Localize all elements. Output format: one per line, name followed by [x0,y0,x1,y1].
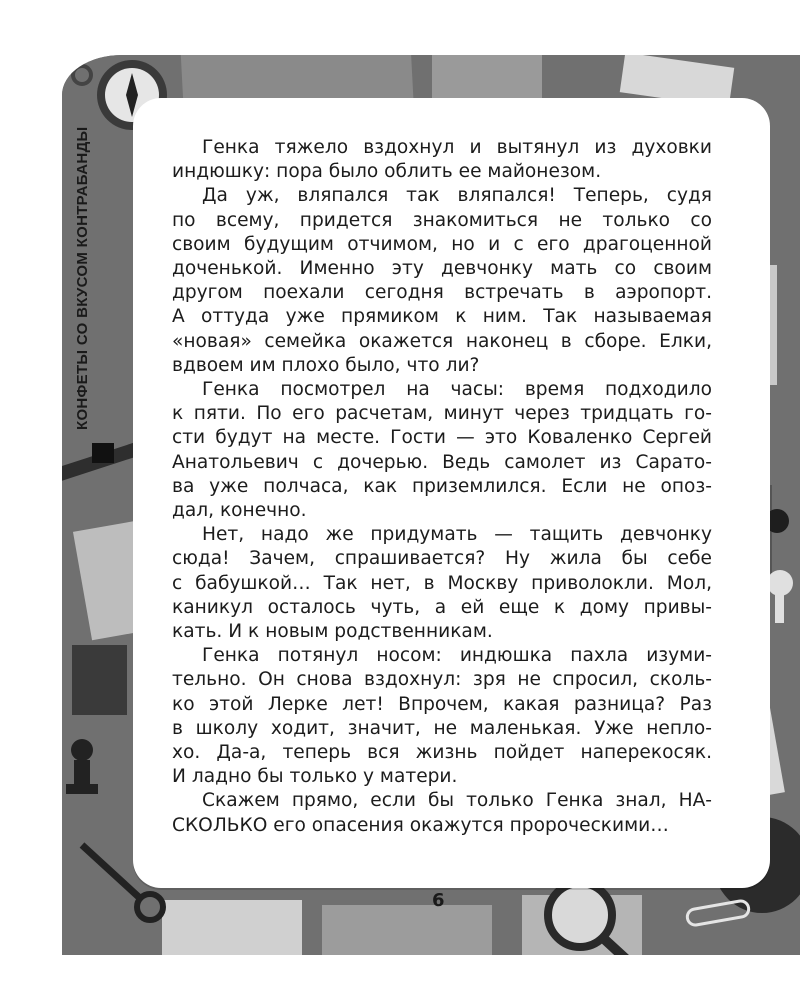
text-line: «новая» семейка окажется наконец в сборе. Елки, [172,330,712,352]
text-line: Генка потянул носом: индюшка пахла изуми- [202,645,712,667]
paragraph [172,523,712,644]
text-line: ко этой Лерке лет! Впрочем, какая разница? Раз [172,693,712,715]
text-line: сюда! Зачем, спрашивается? Ну жила бы себе [172,548,712,570]
text-line: Скажем прямо, если бы только Генка знал, НА- [202,790,712,812]
text-line: с бабушкой… Так нет, в Москву приволокли. Мол, [172,572,712,594]
text-line: вдвоем им плохо было, что ли? [172,354,480,376]
text-line: каникул осталось чуть, а ей еще к дому привы- [172,596,712,618]
paragraph [172,644,712,789]
book-title-spine: КОНФЕТЫ СО ВКУСОМ КОНТРАБАНДЫ [74,126,91,430]
text-line: И ладно бы только у матери. [172,766,458,788]
text-line: индюшку: пора было облить ее майонезом. [172,161,602,183]
paragraph [172,378,712,523]
text-line: дал, конечно. [172,500,307,522]
text-line: Анатольевич с дочерью. Ведь самолет из Сарато- [172,451,712,473]
text-line: по всему, придется знакомиться не только со [172,209,712,231]
text-line: Генка тяжело вздохнул и вытянул из духовки [202,137,712,158]
story-text [172,136,712,838]
text-line: к пяти. По его расчетам, минут через тридцать го- [172,403,712,425]
text-line: А оттуда уже прямиком к ним. Так называемая [172,306,712,328]
paragraph [172,184,712,378]
text-line: Нет, надо же придумать — тащить девчонку [202,524,712,546]
text-line: доченькой. Именно эту девчонку мать со своим [172,258,712,280]
text-line: Да уж, вляпался так вляпался! Теперь, судя [202,185,712,207]
paragraph [172,136,712,184]
text-line: сти будут на месте. Гости — это Коваленко Сергей [172,427,712,449]
paragraph [172,789,712,837]
text-line: ва уже полчаса, как приземлился. Если не опоз- [172,475,712,497]
text-line: своим будущим отчимом, но и с его драгоценной [172,233,712,255]
text-line: тельно. Он снова вздохнул: зря не спросил, сколь- [172,669,712,691]
text-line: другом поехали сегодня встречать в аэропорт. [172,282,712,304]
page-number: 6 [432,890,445,911]
text-line: СКОЛЬКО его опасения окажутся пророческими… [172,814,669,836]
text-line: кать. И к новым родственникам. [172,621,493,643]
text-line: Генка посмотрел на часы: время подходило [202,379,712,401]
text-line: в школу ходит, значит, не маленькая. Уже непло- [172,717,712,739]
text-line: хо. Да-а, теперь вся жизнь пойдет наперекосяк. [172,742,712,764]
